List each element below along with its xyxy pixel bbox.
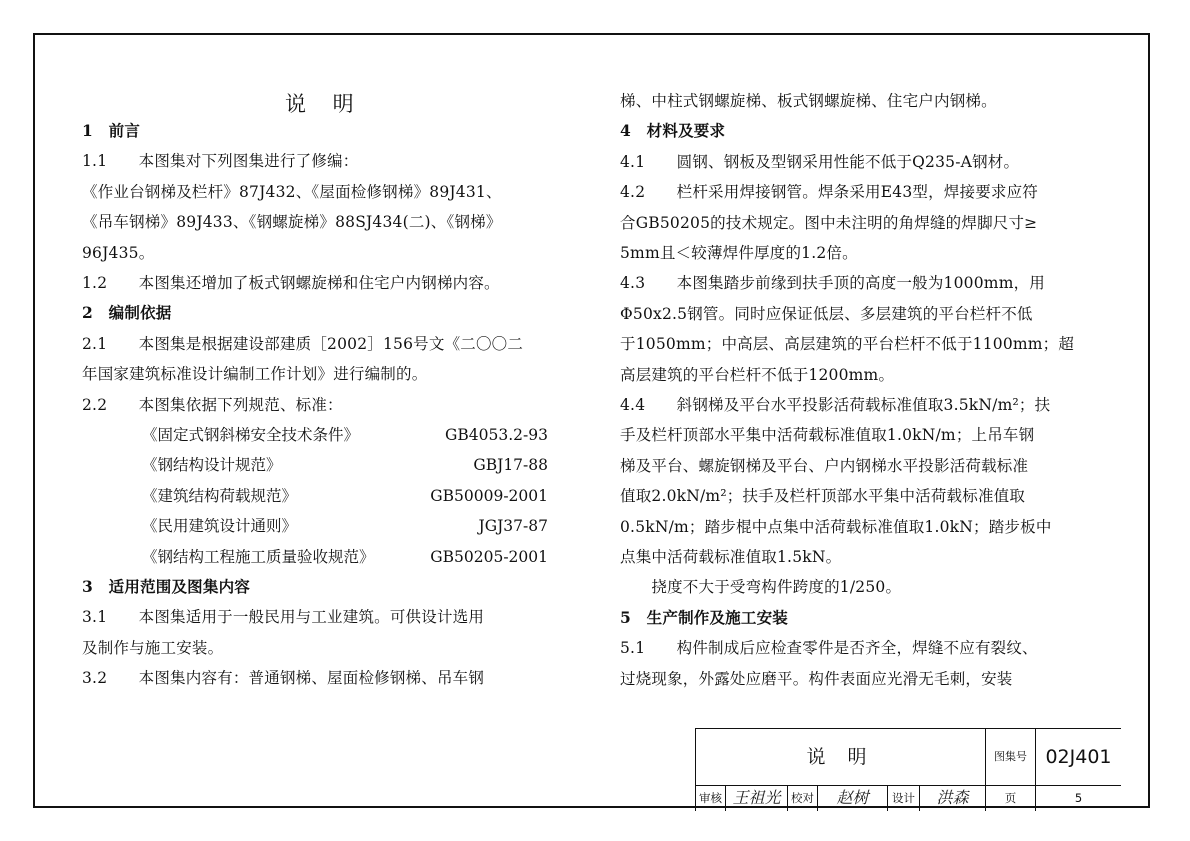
text-line: 梯及平台、螺旋钢梯及平台、户内钢梯水平投影活荷载标准 <box>620 456 1029 475</box>
text-line: 《吊车钢梯》89J433、《钢螺旋梯》88SJ434(二)、《钢梯》 <box>82 213 502 232</box>
title-block-top-row <box>696 729 1121 786</box>
text-line: 点集中活荷载标准值取1.5kN。 <box>620 548 842 566</box>
standard-row <box>142 422 548 448</box>
design-signature: 洪森 <box>920 785 986 811</box>
text-line: 2.1 本图集是根据建设部建质［2002］156号文《二〇〇二 <box>82 334 524 353</box>
text-line: 值取2.0kN/m²；扶手及栏杆顶部水平集中活荷载标准值取 <box>620 487 1026 506</box>
check-signature: 赵树 <box>818 785 888 811</box>
check-label: 校对 <box>788 785 818 811</box>
title-block-title: 说 明 <box>696 729 986 785</box>
section-heading: 5 生产制作及施工安装 <box>620 607 788 627</box>
text-line: 1.2 本图集还增加了板式钢螺旋梯和住宅户内钢梯内容。 <box>82 274 500 292</box>
page-label: 页 <box>986 785 1036 811</box>
standard-code: GBJ17-88 <box>473 456 548 475</box>
atlas-number: 02J401 <box>1045 746 1112 768</box>
text-line: 挠度不大于受弯构件跨度的1/250。 <box>620 578 902 597</box>
section-heading: 2 编制依据 <box>82 303 172 323</box>
text-line: 3.1 本图集适用于一般民用与工业建筑。可供设计选用 <box>82 608 485 627</box>
section-heading: 4 材料及要求 <box>620 121 726 141</box>
standard-code: JGJ37-87 <box>478 517 548 536</box>
title-block-sign-row <box>696 785 1121 811</box>
standard-code: GB50009-2001 <box>430 486 548 505</box>
text-line: 4.2 栏杆采用焊接钢管。焊条采用E43型，焊接要求应符 <box>620 183 1038 202</box>
design-label: 设计 <box>888 785 920 811</box>
standard-name: 《建筑结构荷载规范》 <box>142 486 298 505</box>
standard-row <box>142 544 548 570</box>
text-line: 梯、中柱式钢螺旋梯、板式钢螺旋梯、住宅户内钢梯。 <box>620 92 997 110</box>
section-heading: 3 适用范围及图集内容 <box>82 577 250 596</box>
review-label: 审核 <box>696 785 726 811</box>
text-line: 高层建筑的平台栏杆不低于1200mm。 <box>620 365 895 384</box>
standard-name: 《钢结构设计规范》 <box>142 456 282 475</box>
text-line: 0.5kN/m；踏步棍中点集中活荷载标准值取1.0kN；踏步板中 <box>620 517 1052 536</box>
page-title: 说 明 <box>285 92 364 116</box>
title-block <box>695 728 1121 811</box>
text-line: Φ50x2.5钢管。同时应保证低层、多层建筑的平台栏杆不低 <box>620 304 1033 323</box>
standard-name: 《钢结构工程施工质量验收规范》 <box>142 547 375 566</box>
text-line: 5mm且＜较薄焊件厚度的1.2倍。 <box>620 244 858 262</box>
text-line: 合GB50205的技术规定。图中未注明的角焊缝的焊脚尺寸≥ <box>620 213 1038 232</box>
text-line: 4.1 圆钢、钢板及型钢采用性能不低于Q235-A钢材。 <box>620 152 1020 171</box>
text-line: 3.2 本图集内容有：普通钢梯、屋面检修钢梯、吊车钢 <box>82 669 485 688</box>
text-line: 2.2 本图集依据下列规范、标准： <box>82 395 343 414</box>
text-line: 于1050mm；中高层、高层建筑的平台栏杆不低于1100mm；超 <box>620 335 1075 354</box>
text-line: 96J435。 <box>82 243 155 262</box>
text-line: 4.3 本图集踏步前缘到扶手顶的高度一般为1000mm，用 <box>620 274 1045 293</box>
text-line: 及制作与施工安装。 <box>82 638 224 657</box>
standard-row <box>142 452 548 478</box>
review-signature: 王祖光 <box>726 785 788 811</box>
text-line: 5.1 构件制成后应检查零件是否齐全，焊缝不应有裂纹、 <box>620 639 1038 658</box>
text-line: 手及栏杆顶部水平集中活荷载标准值取1.0kN/m；上吊车钢 <box>620 426 1035 445</box>
text-line: 年国家建筑标准设计编制工作计划》进行编制的。 <box>82 365 428 384</box>
standard-code: GB4053.2-93 <box>445 426 548 444</box>
standard-row <box>142 513 548 539</box>
atlas-number-label: 图集号 <box>986 729 1036 785</box>
page-number: 5 <box>1074 791 1083 805</box>
text-line: 《作业台钢梯及栏杆》87J432、《屋面检修钢梯》89J431、 <box>82 182 502 201</box>
text-line: 1.1 本图集对下列图集进行了修编： <box>82 152 359 171</box>
standard-name: 《固定式钢斜梯安全技术条件》 <box>142 426 360 444</box>
text-line: 4.4 斜钢梯及平台水平投影活荷载标准值取3.5kN/m²；扶 <box>620 396 1051 414</box>
standard-row <box>142 483 548 509</box>
standard-name: 《民用建筑设计通则》 <box>142 517 298 536</box>
section-heading: 1 前言 <box>82 121 141 140</box>
standard-code: GB50205-2001 <box>430 547 548 566</box>
text-line: 过烧现象，外露处应磨平。构件表面应光滑无毛刺，安装 <box>620 669 1013 688</box>
